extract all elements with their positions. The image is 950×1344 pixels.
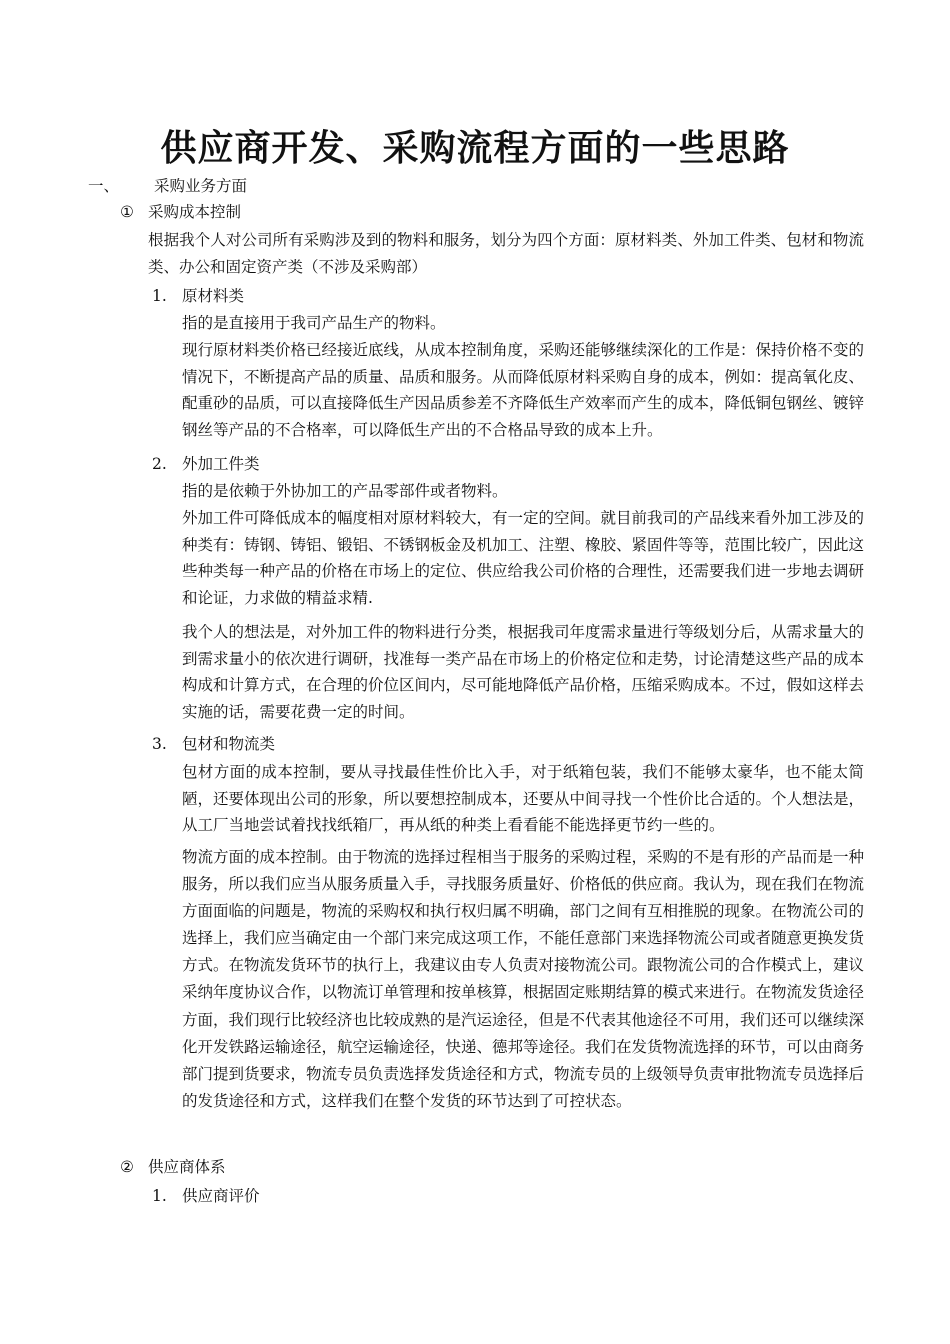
paragraph: 外加工件可降低成本的幅度相对原材料较大，有一定的空间。就目前我司的产品线来看外加工涉及的种类有：铸钢、铸铝、锻铝、不锈钢板金及机加工、注塑、橡胶、紧固件等等，范围比较广，因此这些种类每一种产品的价格在市场上的定位、供应给我公司价格的合理性，还需要我们进一步地去调研和论证，力求做的精益求精. [182,509,865,607]
paragraph: 物流方面的成本控制。由于物流的选择过程相当于服务的采购过程，采购的不是有形的产品而是一种服务，所以我们应当从服务质量入手，寻找服务质量好、价格低的供应商。我认为，现在我们在物流方面面临的问题是，物流的采购权和执行权归属不明确，部门之间有互相推脱的现象。在物流公司的选择上，我们应当确定由一个部门来完成这项工作，不能任意部门来选择物流公司或者随意更换发货方式。在物流发货环节的执行上，我建议由专人负责对接物流公司。跟物流公司的合作模式上，建议采纳年度协议合作，以物流订单管理和按单核算，根据固定账期结算的模式来进行。在物流发货途径方面，我们现行比较经济也比较成熟的是汽运途径，但是不代表其他途径不可用，我们还可以继续深化开发铁路运输途径，航空运输途径，快递、德邦等途径。我们在发货物流选择的环节，可以由商务部门提到货要求，物流专员负责选择发货途径和方式，物流专员的上级领导负责审批物流专员选择后的发货途径和方式，这样我们在整个发货的环节达到了可控状态。 [182,848,865,1110]
paragraph: 现行原材料类价格已经接近底线，从成本控制角度，采购还能够继续深化的工作是：保持价格不变的情况下，不断提高产品的质量、品质和服务。从而降低原材料采购自身的成本，例如：提高氧化皮、配重砂的品质，可以直接降低生产因品质参差不齐降低生产效率而产生的成本，降低铜包钢丝、镀锌钢丝等产品的不合格率，可以降低生产出的不合格品导致的成本上升。 [182,341,865,439]
paragraph: 包材方面的成本控制，要从寻找最佳性价比入手，对于纸箱包装，我们不能够太豪华，也不能太简陋，还要体现出公司的形象，所以要想控制成本，还要从中间寻找一个性价比合适的。个人想法是，从工厂当地尝试着找找纸箱厂，再从纸的种类上看看能不能选择更节约一些的。 [182,763,865,835]
item-heading: 包材和物流类 [182,735,276,753]
paragraph: 指的是依赖于外协加工的产品零部件或者物料。 [182,482,508,500]
subsection-heading: 供应商体系 [148,1158,226,1176]
paragraph: 我个人的想法是，对外加工件的物料进行分类，根据我司年度需求量进行等级划分后，从需求量大的到需求量小的依次进行调研，找准每一类产品在市场上的价格定位和走势，讨论清楚这些产品的成本构成和计算方式，在合理的价位区间内，尽可能地降低产品价格，压缩采购成本。不过，假如这样去实施的话，需要花费一定的时间。 [182,623,865,721]
item-heading: 外加工件类 [182,455,260,473]
document-title: 供应商开发、采购流程方面的一些思路 [160,128,790,169]
item-number: 3. [152,735,167,753]
section-heading: 采购业务方面 [154,177,248,195]
item-heading: 供应商评价 [182,1187,260,1205]
paragraph: 指的是直接用于我司产品生产的物料。 [182,314,446,332]
subsection-heading: 采购成本控制 [148,203,242,221]
subsection-marker: ② [120,1158,134,1176]
item-number: 1. [152,287,167,305]
section-marker: 一、 [88,177,120,195]
subsection-marker: ① [120,203,134,221]
intro-paragraph: 根据我个人对公司所有采购涉及到的物料和服务，划分为四个方面：原材料类、外加工件类、包材和物流类、办公和固定资产类（不涉及采购部） [148,231,864,276]
item-heading: 原材料类 [182,287,245,305]
item-number: 1. [152,1187,167,1205]
item-number: 2. [152,455,167,473]
